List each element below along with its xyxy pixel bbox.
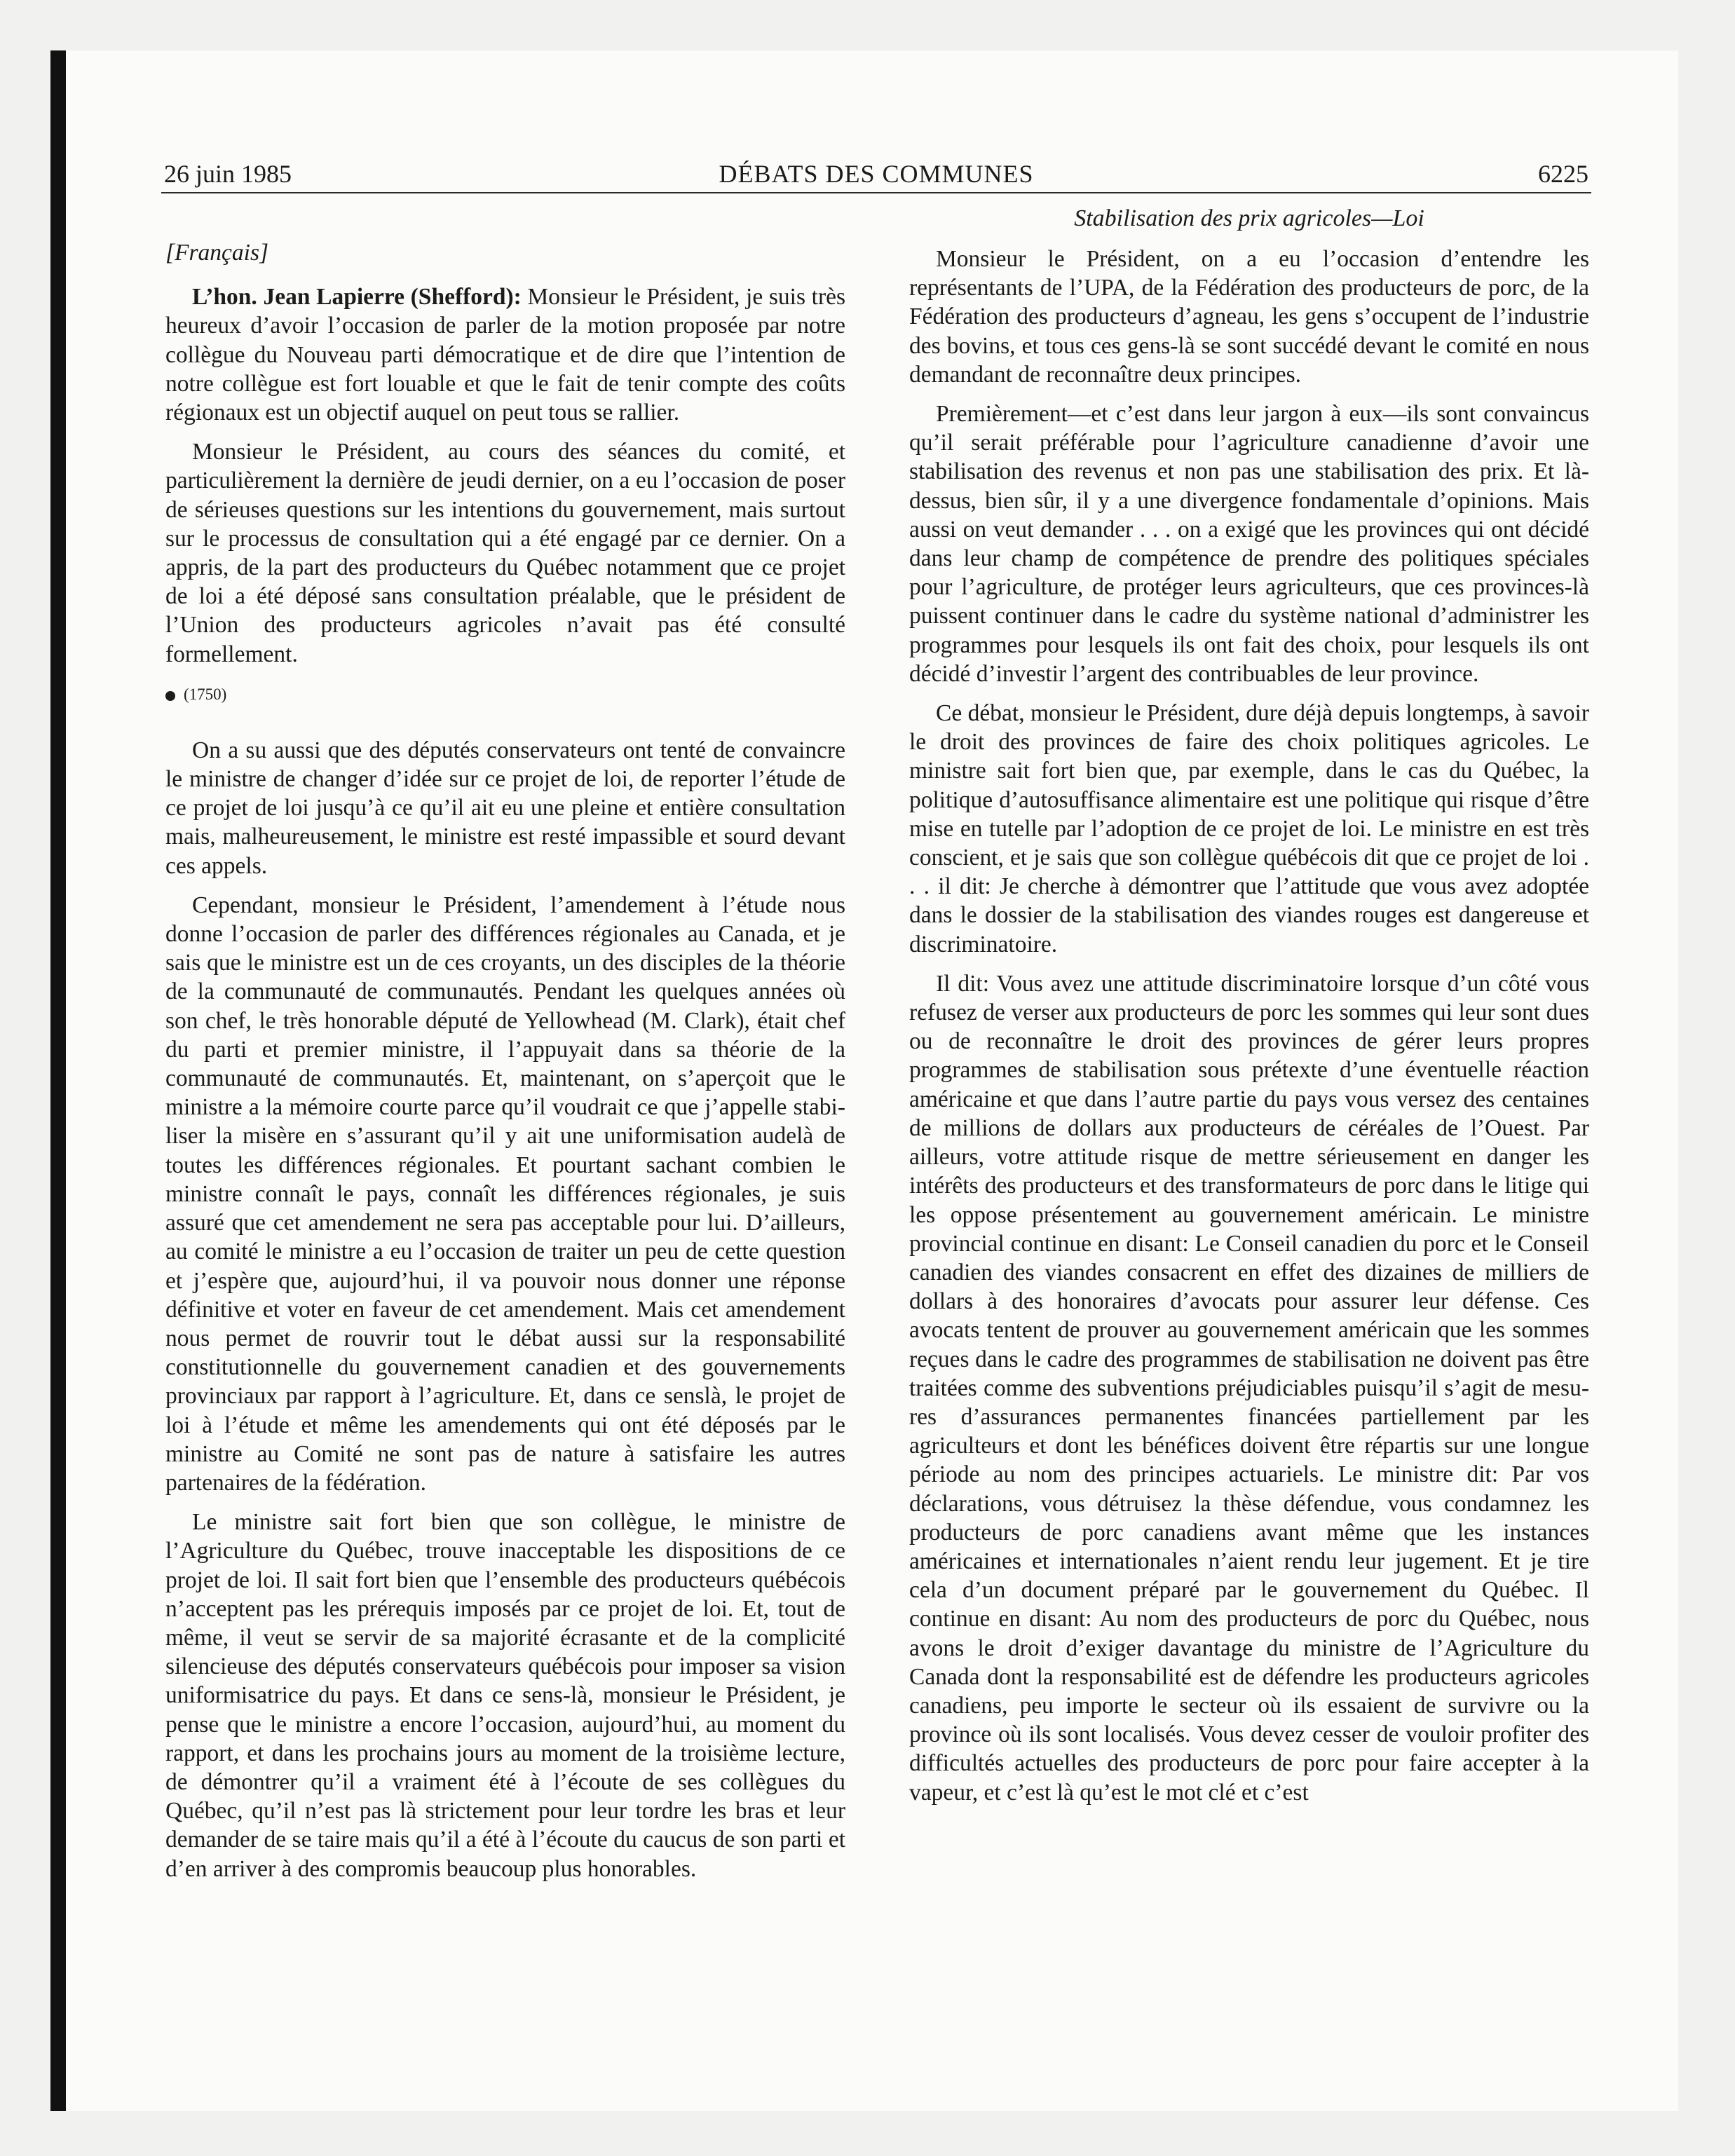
paragraph-text: Monsieur le Président, je suis très heureux d’avoir l’occasion de parler de la motion proposée par notre collègue du Nouveau parti démocratique et de dire que l’intention de notre collègue est fort louable et que le fait de tenir compte des coûts régionaux est un objectif auquel on peut tous se rallier. xyxy=(165,284,846,426)
paragraph: On a su aussi que des députés conservateurs ont tenté de convaincre le ministre de changer d’idée sur ce projet de loi, de reporter l’étude de ce projet de loi jusqu’à ce qu’il ait eu une pleine et entière consultation mais, malheureusement, le ministre est resté impassible et sourd devant ces appels. xyxy=(165,737,845,879)
paragraph: Cependant, monsieur le Président, l’amendement à l’étude nous donne l’occasion de parler des différences régionales au Canada, et je sais que le ministre est un de ces croyants, un des disciples de la théorie de la communauté de communautés. Pendant les quelques années où son chef, le très honorable député de Yellowhead (M. Clark), était chef du parti et premier ministre, il l’appuyait dans sa théorie de la communauté de communautés. Et, maintenant, on s’aperçoit que le ministre a la mémoire courte parce qu’il voudrait ce que j’appelle stabiliser la misère en s’assurant qu’il y ait une uniformisation audelà de toutes les différences régionales. Et pourtant sachant combien le ministre connaît le pays, connaît les différences régionales, je suis assuré que cet amendement ne sera pas acceptable pour lui. D’ailleurs, au comité le ministre a eu l’occasion de traiter un peu de cette question et j’espère que, aujourd’hui, il va pouvoir nous donner une réponse définitive et voter en faveur de cet amendement. Mais cet amendement nous permet de rouvrir tout le débat aussi sur la responsabilité constitutionnelle du gouvernement canadien et des gouvernements provinciaux par rapport à l’agriculture. Et, dans ce senslà, le projet de loi à l’étude et même les amendements qui ont été déposés par le ministre au Comité ne sont pas de nature à satisfaire les autres partenaires de la fédération. xyxy=(165,892,845,1496)
time-marker xyxy=(165,684,845,705)
speaker-name: L’hon. Jean Lapierre (Shefford): xyxy=(192,284,522,311)
paragraph: Il dit: Vous avez une attitude discriminatoire lorsque d’un côté vous refusez de verser aux producteurs de porc les sommes qui leur sont dues ou de reconnaître le droit des provinces de gérer leurs propres programmes de stabilisation sous prétexte d’une éventuelle réaction américaine et que dans l’autre partie du pays vous versez des centaines de millions de dollars aux producteurs de céréales de l’Ouest. Par ailleurs, votre attitude risque de mettre sérieusement en danger les intérêts des producteurs et des transformateurs de porc dans le litige qui les oppose présentement au gouvernement américain. Le ministre provincial continue en disant: Le Conseil canadien du porc et le Conseil canadien des viandes consacrent en effet des dizaines de milliers de dollars à des honoraires d’avocats pour assurer leur défense. Ces avocats tentent de prouver au gouvernement américain que les sommes reçues dans le cadre des programmes de stabilisation ne doivent pas être traitées comme des subventions préjudiciables puisqu’il s’agit de mesures d’assurances permanentes financées partiellement par les agriculteurs et dont les bénéfices doivent être répartis sur une longue période au nom des principes actuariels. Le ministre dit: Par vos déclarations, vous détruisez la thèse défendue, vous condamnez les producteurs de porc canadiens avant même que les instances américaines et internationales n’aient rendu leur jugement. Et je tire cela d’un document préparé par le gouvernement du Québec. Il continue en disant: Au nom des producteurs de porc du Québec, nous avons le droit d’exiger davantage du ministre de l’Agriculture du Canada dont la responsabilité est de défendre les producteurs agricoles canadiens, peu importe le secteur où ils essaient de survivre ou la province où ils sont localisés. Vous devez cesser de vouloir profiter des difficultés actuelles des producteurs de porc pour faire accepter à la vapeur, et c’est là qu’est le mot clé et c’est xyxy=(909,970,1589,1806)
paragraph: Ce débat, monsieur le Président, dure déjà depuis longtemps, à savoir le droit des provinces de faire des choix politiques agricoles. Le ministre sait fort bien que, par exemple, dans le cas du Québec, la politique d’autosuffisance alimentaire est une politique qui risque d’être mise en tutelle par l’adoption de ce projet de loi. Le ministre en est très conscient, et je sais que son collègue québécois dit que ce projet de loi . . . il dit: Je cherche à démontrer que l’attitude que vous avez adoptée dans le dossier de la stabilisation des viandes rouges est dangereuse et discriminatoire. xyxy=(909,700,1589,957)
header-title: DÉBATS DES COMMUNES xyxy=(719,160,1034,188)
paragraph: Le ministre sait fort bien que son collègue, le ministre de l’Agriculture du Québec, trouve inacceptable les dispositions de ce projet de loi. Il sait fort bien que l’ensemble des producteurs québécois n’acceptent pas les prérequis imposés par ce projet de loi. Et, tout de même, il veut se servir de sa majorité écrasante et de la complicité silencieuse des députés conservateurs québécois pour imposer sa vision uniformisatrice du pays. Et dans ce sens-là, monsieur le Président, je pense que le ministre a encore l’occasion, aujourd’hui, au moment du rapport, et dans les prochains jours au moment de la troisième lecture, de démontrer qu’il a vraiment été à l’écoute de ses collègues du Québec, qu’il n’est pas là strictement pour leur tordre les bras et leur demander de se taire mais qu’il a été à l’écoute du caucus de son parti et d’en arriver à des compromis beaucoup plus honorables. xyxy=(165,1509,845,1882)
time-marker-text: (1750) xyxy=(184,685,227,703)
paragraph: Monsieur le Président, on a eu l’occasion d’entendre les représentants de l’UPA, de la Fédération des producteurs de porc, de la Fédération des producteurs d’agneau, les gens s’occupent de l’industrie des bovins, et tous ces gens-là se sont succédé devant le comité en nous demandant de reconnaître deux principes. xyxy=(909,246,1589,388)
left-column xyxy=(165,238,845,1883)
page-number: 6225 xyxy=(1538,160,1588,188)
header-date: 26 juin 1985 xyxy=(164,160,292,188)
language-tag: [Français] xyxy=(165,240,269,266)
running-head: Stabilisation des prix agricoles—Loi xyxy=(1074,205,1424,231)
scan-edge-bar xyxy=(50,50,66,2111)
paragraph: Monsieur le Président, au cours des séances du comité, et particulièrement la dernière de jeudi dernier, on a eu l’occasion de poser de sérieuses questions sur les intentions du gouvernement, mais surtout sur le processus de consultation qui a été engagé par ce dernier. On a appris, de la part des producteurs du Québec notamment que ce projet de loi a été déposé sans consultation préalable, que le président de l’Union des producteurs agricoles n’avait pas été consulté formellement. xyxy=(165,439,845,667)
bullet-icon xyxy=(165,691,175,701)
page-header xyxy=(161,156,1591,193)
paragraph xyxy=(165,282,845,427)
right-column xyxy=(909,203,1589,1807)
paragraph: Premièrement—et c’est dans leur jargon à eux—ils sont convaincus qu’il serait préférable pour l’agriculture canadienne d’avoir une stabilisation des revenus et non pas une stabilisation des prix. Et là-dessus, bien sûr, il y a une divergence fondamentale d’opinions. Mais aussi on veut demander . . . on a exigé que les provinces qui ont décidé dans leur champ de compétence de prendre des politiques spéciales pour l’agriculture, de protéger leurs agriculteurs, que ces provinces-là puissent continuer dans le cadre du système national d’administrer les programmes pour lesquels ils ont fait des choix, pour lesquels ils ont décidé d’investir l’argent des contribuables de leur province. xyxy=(909,401,1589,687)
